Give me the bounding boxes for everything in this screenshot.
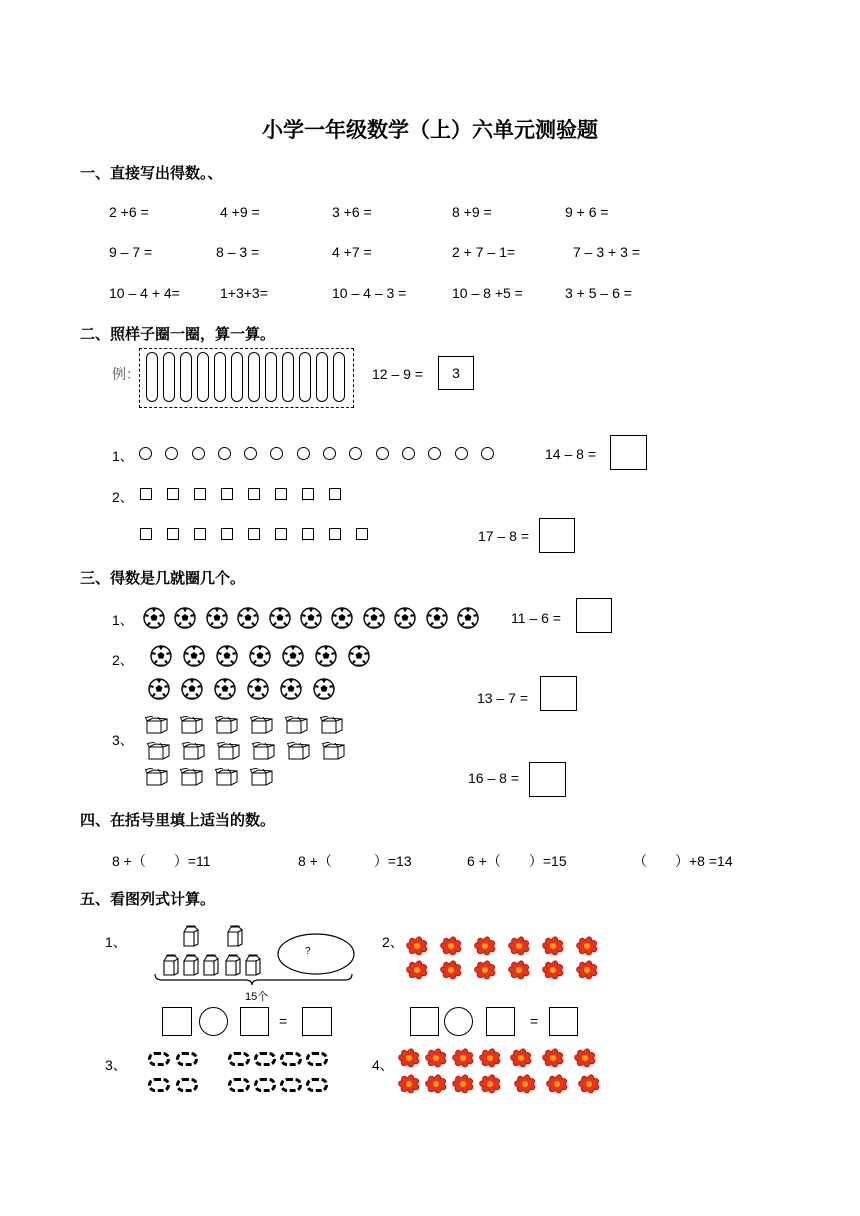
soccer-ball-icon[interactable]: [457, 607, 479, 629]
soccer-ball-icon[interactable]: [394, 607, 416, 629]
soccer-ball-icon[interactable]: [181, 678, 203, 700]
ring-icon: [176, 1052, 198, 1066]
red-flower-icon: [540, 1048, 566, 1068]
s5-q4-flowers-right-row-1: [508, 1048, 598, 1068]
carton-icon[interactable]: [250, 768, 274, 791]
section-1-heading: 一、直接写出得数。、: [80, 164, 223, 182]
stick: [197, 352, 209, 402]
problem-r2-c4: 2 + 7 – 1=: [452, 244, 516, 260]
square-item[interactable]: [302, 528, 314, 540]
red-flower-icon: [506, 960, 532, 980]
example-equation: 12 – 9 =: [372, 366, 423, 382]
stick: [316, 352, 328, 402]
problem-r1-c2: 4 +9 =: [220, 204, 260, 220]
ring-icon: [228, 1078, 250, 1092]
s5-q2-flowers-row-2: [404, 960, 600, 980]
ring-icon: [280, 1078, 302, 1092]
s5-q1-operator-circle[interactable]: [199, 1007, 228, 1036]
red-flower-icon: [572, 1048, 598, 1068]
s5-q3-rings-left-row-1: [148, 1052, 198, 1066]
s4-item-1: 8 +（ ）=11: [112, 853, 211, 869]
carton-icon[interactable]: [145, 716, 169, 739]
red-flower-icon: [423, 1074, 449, 1094]
s5-q1-box-1[interactable]: [162, 1007, 192, 1036]
soccer-ball-icon[interactable]: [315, 645, 337, 667]
stick: [265, 352, 277, 402]
circle-item[interactable]: [270, 447, 283, 460]
red-flower-icon: [576, 1074, 602, 1094]
s5-q2-box-2[interactable]: [486, 1007, 515, 1036]
problem-r3-c4: 10 – 8 +5 =: [452, 285, 523, 301]
red-flower-icon: [404, 936, 430, 956]
soccer-ball-icon[interactable]: [249, 645, 271, 667]
square-item[interactable]: [140, 488, 152, 500]
section-4-heading: 四、在括号里填上适当的数。: [80, 811, 276, 829]
ring-icon: [148, 1078, 170, 1092]
soccer-ball-icon[interactable]: [143, 607, 165, 629]
stick: [282, 352, 294, 402]
soccer-ball-icon[interactable]: [183, 645, 205, 667]
s5-q2-box-1[interactable]: [410, 1007, 439, 1036]
circle-item[interactable]: [139, 447, 152, 460]
ring-icon: [306, 1078, 328, 1092]
problem-r3-c5: 3 + 5 – 6 =: [565, 285, 632, 301]
s5-q4-label: 4、: [372, 1057, 394, 1073]
s3-q1-label: 1、: [112, 612, 134, 628]
soccer-ball-icon[interactable]: [214, 678, 236, 700]
s2-q2-squares-row-1: [140, 488, 341, 500]
circle-item[interactable]: [297, 447, 310, 460]
soccer-ball-icon[interactable]: [313, 678, 335, 700]
red-flower-icon: [404, 960, 430, 980]
s2-q1-label: 1、: [112, 448, 134, 464]
carton-icon[interactable]: [217, 742, 241, 765]
stick: [299, 352, 311, 402]
carton-icon[interactable]: [285, 716, 309, 739]
soccer-ball-icon[interactable]: [174, 607, 196, 629]
soccer-ball-icon[interactable]: [426, 607, 448, 629]
s5-q4-flowers-right-row-2: [512, 1074, 602, 1094]
s2-q2-answer-box[interactable]: [539, 518, 575, 553]
square-item[interactable]: [221, 488, 233, 500]
s3-q2-balls-row-2: [148, 678, 335, 700]
carton-icon[interactable]: [215, 716, 239, 739]
s2-q2-squares-row-2: [140, 528, 368, 540]
soccer-ball-icon[interactable]: [363, 607, 385, 629]
red-flower-icon: [512, 1074, 538, 1094]
circle-item[interactable]: [192, 447, 205, 460]
s4-item-3: 6 +（ ）=15: [467, 853, 567, 869]
stick: [146, 352, 158, 402]
red-flower-icon: [477, 1074, 503, 1094]
red-flower-icon: [438, 936, 464, 956]
s2-q2-label: 2、: [112, 489, 134, 505]
soccer-ball-icon[interactable]: [331, 607, 353, 629]
s5-q4-flowers-left-row-2: [396, 1074, 503, 1094]
red-flower-icon: [450, 1048, 476, 1068]
stick: [180, 352, 192, 402]
red-flower-icon: [508, 1048, 534, 1068]
carton-icon[interactable]: [287, 742, 311, 765]
soccer-ball-icon[interactable]: [282, 645, 304, 667]
s2-q1-equation: 14 – 8 =: [545, 446, 596, 462]
circle-item[interactable]: [323, 447, 336, 460]
circle-item[interactable]: [218, 447, 231, 460]
problem-r1-c4: 8 +9 =: [452, 204, 492, 220]
stick: [214, 352, 226, 402]
problem-r2-c3: 4 +7 =: [332, 244, 372, 260]
s5-q3-rings-right-row-1: [228, 1052, 328, 1066]
red-flower-icon: [506, 936, 532, 956]
square-item[interactable]: [194, 488, 206, 500]
s3-q2-label: 2、: [112, 652, 134, 668]
s5-q1-total-label: 15个: [245, 991, 269, 1003]
red-flower-icon: [540, 936, 566, 956]
red-flower-icon: [544, 1074, 570, 1094]
circle-item[interactable]: [376, 447, 389, 460]
circle-item[interactable]: [349, 447, 362, 460]
s3-q1-balls: [143, 607, 479, 629]
red-flower-icon: [450, 1074, 476, 1094]
circle-item[interactable]: [428, 447, 441, 460]
carton-icon[interactable]: [180, 716, 204, 739]
s4-item-4: （ ）+8 =14: [633, 853, 733, 869]
s5-q4-flowers-left-row-1: [396, 1048, 503, 1068]
example-answer-box: 3: [438, 356, 474, 390]
soccer-ball-icon[interactable]: [300, 607, 322, 629]
red-flower-icon: [472, 960, 498, 980]
square-item[interactable]: [167, 528, 179, 540]
s5-q3-rings-right-row-2: [228, 1078, 328, 1092]
stick: [333, 352, 345, 402]
ring-icon: [148, 1052, 170, 1066]
s3-q1-answer-box[interactable]: [576, 598, 612, 633]
circle-item[interactable]: [455, 447, 468, 460]
s5-q1-box-3[interactable]: [302, 1007, 332, 1036]
ring-icon: [306, 1052, 328, 1066]
section-3-heading: 三、得数是几就圈几个。: [80, 569, 246, 587]
problem-r2-c2: 8 – 3 =: [216, 244, 260, 260]
s3-q2-balls-row-1: [150, 645, 370, 667]
square-item[interactable]: [275, 528, 287, 540]
ring-icon: [254, 1078, 276, 1092]
s3-q3-equation: 16 – 8 =: [468, 770, 519, 786]
s5-q2-flowers-row-1: [404, 936, 600, 956]
red-flower-icon: [396, 1048, 422, 1068]
circle-item[interactable]: [402, 447, 415, 460]
s5-q3-rings-left-row-2: [148, 1078, 198, 1092]
problem-r1-c1: 2 +6 =: [109, 204, 149, 220]
red-flower-icon: [540, 960, 566, 980]
s3-q2-answer-box[interactable]: [540, 676, 577, 711]
carton-icon[interactable]: [250, 716, 274, 739]
red-flower-icon: [574, 960, 600, 980]
s5-q2-box-3[interactable]: [549, 1007, 578, 1036]
soccer-ball-icon[interactable]: [237, 607, 259, 629]
s2-q1-answer-box[interactable]: [610, 435, 647, 470]
section-5-heading: 五、看图列式计算。: [80, 890, 216, 908]
red-flower-icon: [477, 1048, 503, 1068]
s2-q2-equation: 17 – 8 =: [478, 528, 529, 544]
s5-q2-equals: =: [530, 1013, 539, 1029]
circle-item[interactable]: [244, 447, 257, 460]
red-flower-icon: [438, 960, 464, 980]
ring-icon: [176, 1078, 198, 1092]
stick: [231, 352, 243, 402]
ring-icon: [254, 1052, 276, 1066]
red-flower-icon: [574, 936, 600, 956]
example-label: 例：: [112, 366, 140, 382]
square-item[interactable]: [275, 488, 287, 500]
square-item[interactable]: [140, 528, 152, 540]
s5-q2-operator-circle[interactable]: [444, 1007, 473, 1036]
s2-q1-circles: [139, 447, 494, 460]
stick: [248, 352, 260, 402]
soccer-ball-icon[interactable]: [148, 678, 170, 700]
soccer-ball-icon[interactable]: [269, 607, 291, 629]
problem-r3-c1: 10 – 4 + 4=: [109, 285, 180, 301]
square-item[interactable]: [248, 528, 260, 540]
s3-q3-answer-box[interactable]: [529, 762, 566, 797]
soccer-ball-icon[interactable]: [348, 645, 370, 667]
problem-r2-c5: 7 – 3 + 3 =: [573, 244, 640, 260]
s3-q2-equation: 13 – 7 =: [477, 690, 528, 706]
soccer-ball-icon[interactable]: [206, 607, 228, 629]
soccer-ball-icon[interactable]: [216, 645, 238, 667]
carton-icon[interactable]: [147, 742, 171, 765]
square-item[interactable]: [248, 488, 260, 500]
circle-item[interactable]: [165, 447, 178, 460]
problem-r1-c3: 3 +6 =: [332, 204, 372, 220]
square-item[interactable]: [167, 488, 179, 500]
square-item[interactable]: [221, 528, 233, 540]
s5-q1-equals: =: [279, 1013, 288, 1029]
problem-r3-c2: 1+3+3=: [220, 285, 268, 301]
circle-item[interactable]: [481, 447, 494, 460]
red-flower-icon: [423, 1048, 449, 1068]
problem-r3-c3: 10 – 4 – 3 =: [332, 285, 407, 301]
example-sticks: [146, 352, 345, 402]
s3-q3-label: 3、: [112, 732, 134, 748]
square-item[interactable]: [194, 528, 206, 540]
ring-icon: [228, 1052, 250, 1066]
s5-q3-label: 3、: [105, 1057, 127, 1073]
carton-icon[interactable]: [215, 768, 239, 791]
carton-icon[interactable]: [252, 742, 276, 765]
square-item[interactable]: [329, 488, 341, 500]
red-flower-icon: [396, 1074, 422, 1094]
ring-icon: [280, 1052, 302, 1066]
carton-icon[interactable]: [145, 768, 169, 791]
red-flower-icon: [472, 936, 498, 956]
carton-icon[interactable]: [180, 768, 204, 791]
problem-r1-c5: 9 + 6 =: [565, 204, 609, 220]
s4-item-2: 8 +（ ）=13: [298, 853, 412, 869]
square-item[interactable]: [356, 528, 368, 540]
problem-r2-c1: 9 – 7 =: [109, 244, 153, 260]
page-title: 小学一年级数学（上）六单元测验题: [262, 117, 598, 142]
s5-q1-label: 1、: [105, 934, 127, 950]
carton-icon[interactable]: [182, 742, 206, 765]
soccer-ball-icon[interactable]: [247, 678, 269, 700]
square-item[interactable]: [329, 528, 341, 540]
s5-q2-label: 2、: [382, 934, 404, 950]
s3-q1-equation: 11 – 6 =: [511, 610, 561, 626]
soccer-ball-icon[interactable]: [150, 645, 172, 667]
carton-icon[interactable]: [320, 716, 344, 739]
section-2-heading: 二、照样子圈一圈，算一算。: [80, 325, 276, 343]
s5-q1-question-mark: ?: [305, 946, 311, 957]
stick: [163, 352, 175, 402]
carton-icon[interactable]: [322, 742, 346, 765]
soccer-ball-icon[interactable]: [280, 678, 302, 700]
square-item[interactable]: [302, 488, 314, 500]
s5-q1-box-2[interactable]: [240, 1007, 269, 1036]
